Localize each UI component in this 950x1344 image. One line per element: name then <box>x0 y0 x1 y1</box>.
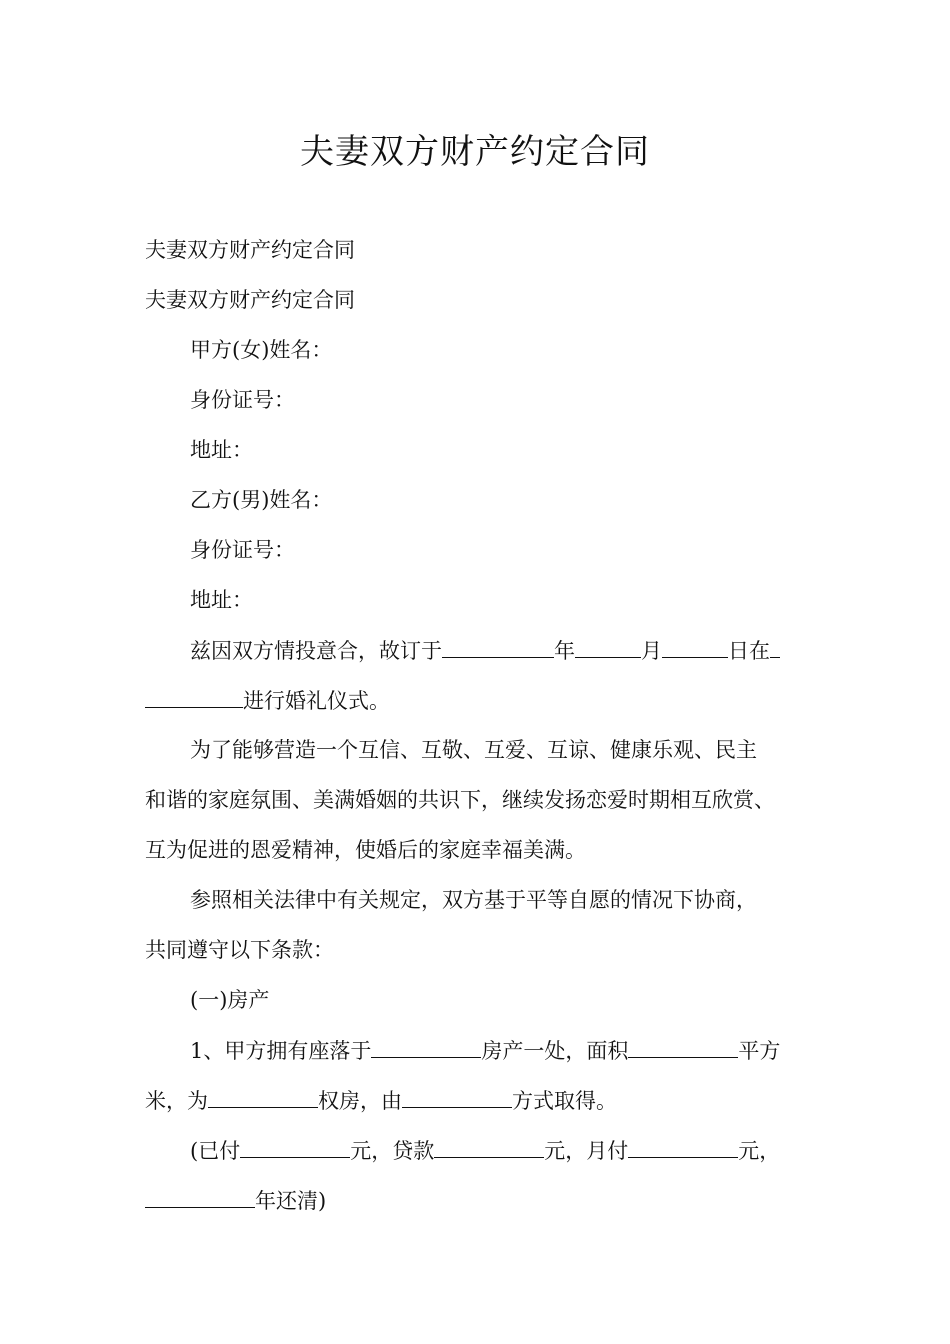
paid-text-c: 元，月付 <box>544 1139 629 1163</box>
party-a-name-label: 甲方(女)姓名： <box>190 338 333 362</box>
property-item-1-line-1 <box>190 1035 780 1066</box>
marriage-date-line <box>190 635 780 666</box>
day-blank <box>662 635 728 658</box>
ownership-blank <box>208 1085 318 1108</box>
paid-text-a: (已付 <box>190 1139 241 1163</box>
party-a-address-label: 地址： <box>190 438 253 462</box>
month-blank <box>575 635 641 658</box>
document-title: 夫妻双方财产约定合同 <box>300 132 650 172</box>
section-heading-property: (一)房产 <box>190 988 270 1012</box>
item-1-text-d: 米，为 <box>145 1089 208 1113</box>
item-1-text-e: 权房，由 <box>318 1089 402 1113</box>
area-blank <box>628 1035 738 1058</box>
party-b-name-label: 乙方(男)姓名： <box>190 488 333 512</box>
payment-line-1 <box>190 1135 780 1166</box>
item-1-text-c: 平方 <box>738 1039 781 1063</box>
marriage-text: 兹因双方情投意合，故订于 <box>190 639 442 663</box>
reference-line-2: 共同遵守以下条款： <box>145 938 334 962</box>
item-1-text-b: 房产一处，面积 <box>481 1039 629 1063</box>
item-1-text-f: 方式取得。 <box>512 1089 617 1113</box>
payment-line-2 <box>145 1185 326 1216</box>
paid-text-e: 年还清) <box>255 1189 327 1213</box>
ceremony-text: 进行婚礼仪式。 <box>243 689 390 713</box>
paid-text-d: 元， <box>738 1139 781 1163</box>
year-label: 年 <box>554 639 575 663</box>
monthly-blank <box>628 1135 738 1158</box>
subtitle-line-2: 夫妻双方财产约定合同 <box>145 288 355 312</box>
loan-blank <box>434 1135 544 1158</box>
reference-line-1: 参照相关法律中有关规定，双方基于平等自愿的情况下协商， <box>190 888 757 912</box>
paid-text-b: 元，贷款 <box>350 1139 435 1163</box>
marriage-place-line <box>145 685 390 716</box>
paid-blank <box>240 1135 350 1158</box>
party-b-id-label: 身份证号： <box>190 538 295 562</box>
purpose-line-2: 和谐的家庭氛围、美满婚姻的共识下，继续发扬恋爱时期相互欣赏、 <box>145 788 775 812</box>
day-at-label: 日在 <box>728 639 770 663</box>
purpose-line-3: 互为促进的恩爱精神，使婚后的家庭幸福美满。 <box>145 838 586 862</box>
place-blank <box>145 685 243 708</box>
acquisition-blank <box>402 1085 512 1108</box>
location-blank <box>371 1035 481 1058</box>
place-blank-start <box>770 635 780 658</box>
party-b-address-label: 地址： <box>190 588 253 612</box>
year-blank <box>442 635 554 658</box>
item-1-text-a: 1、甲方拥有座落于 <box>190 1039 372 1063</box>
purpose-line-1: 为了能够营造一个互信、互敬、互爱、互谅、健康乐观、民主 <box>190 738 757 762</box>
party-a-id-label: 身份证号： <box>190 388 295 412</box>
property-item-1-line-2 <box>145 1085 617 1116</box>
month-label: 月 <box>641 639 662 663</box>
years-blank <box>145 1185 255 1208</box>
subtitle-line-1: 夫妻双方财产约定合同 <box>145 238 355 262</box>
